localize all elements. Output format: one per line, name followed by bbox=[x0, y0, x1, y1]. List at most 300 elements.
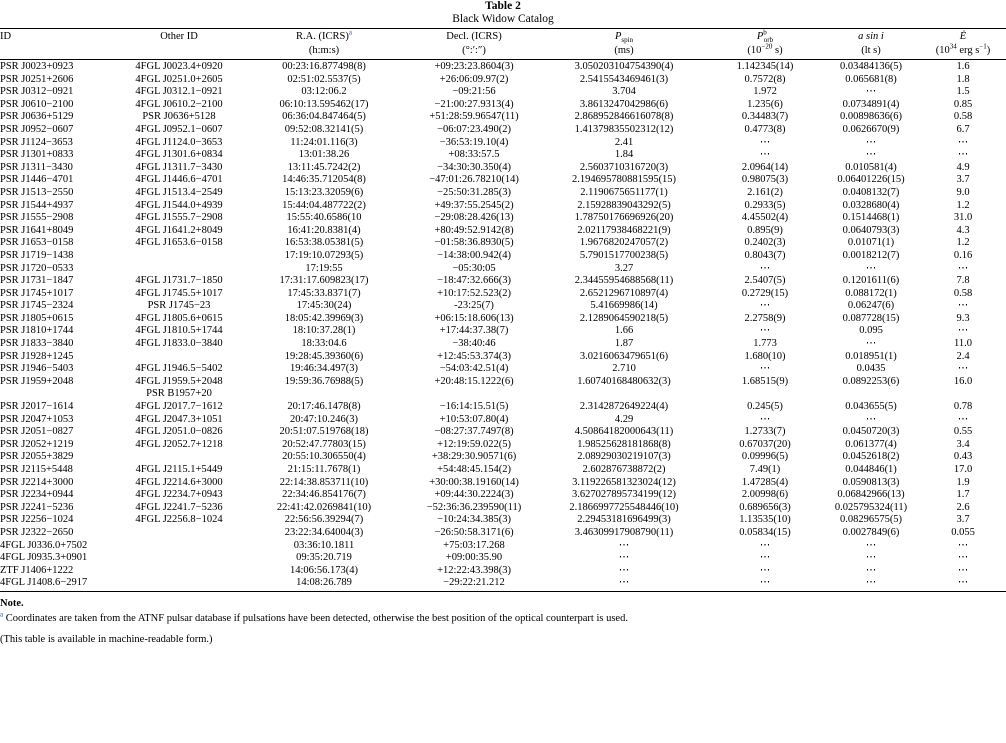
table-row bbox=[0, 477, 1006, 490]
cell-porb: 0.4773(8) bbox=[744, 123, 786, 135]
cell-asini: 0.01071(1) bbox=[847, 237, 895, 249]
cell-edot: 1.2 bbox=[956, 237, 970, 249]
cell-porb: ⋯ bbox=[759, 564, 771, 576]
cell-other-id bbox=[118, 577, 240, 591]
cell-edot: 11.0 bbox=[954, 338, 972, 350]
cell-other-id bbox=[118, 527, 240, 540]
cell-other-id: 4FGL J2214.6+3000 bbox=[135, 476, 223, 488]
cell-pspin: 2.5603710316720(3) bbox=[579, 161, 669, 173]
cell-porb: 2.5407(5) bbox=[744, 275, 786, 287]
cell-porb: ⋯ bbox=[759, 413, 771, 425]
col-unit-pspin: (ms) bbox=[540, 44, 708, 60]
cell-pspin: 1.66 bbox=[614, 325, 634, 337]
cell-other-id: 4FGL J1641.2+8049 bbox=[135, 224, 223, 236]
cell-decl: −34:30:30.350(4) bbox=[437, 161, 511, 173]
table-row bbox=[0, 162, 1006, 175]
cell-edot: 2.6 bbox=[956, 501, 970, 513]
table-row bbox=[0, 225, 1006, 238]
cell-porb: 0.34483(7) bbox=[741, 111, 789, 123]
cell-edot: ⋯ bbox=[957, 136, 969, 148]
cell-decl: +38:29:30.90571(6) bbox=[431, 451, 517, 463]
cell-asini: ⋯ bbox=[822, 577, 920, 591]
cell-edot: 17.0 bbox=[953, 464, 973, 475]
black-widow-table bbox=[0, 28, 1006, 592]
table-row bbox=[0, 489, 1006, 502]
cell-decl: +09:00:35.90 bbox=[445, 552, 503, 564]
cell-decl: −10:24:34.385(3) bbox=[437, 514, 511, 526]
table-row bbox=[0, 263, 1006, 276]
cell-ra: 14:06:56.173(4) bbox=[290, 564, 358, 576]
cell-pspin: ⋯ bbox=[618, 552, 630, 564]
cell-id: PSR J1544+4937 bbox=[0, 199, 74, 211]
col-header-pspin: $P_{spin}$ bbox=[540, 29, 708, 45]
table-row bbox=[0, 111, 1006, 124]
cell-id: PSR J2322−2650 bbox=[0, 526, 74, 538]
cell-decl: +12:19:59.022(5) bbox=[437, 438, 511, 450]
cell-asini: ⋯ bbox=[865, 539, 877, 551]
cell-porb: 1.13535(10) bbox=[739, 514, 791, 526]
table-row bbox=[0, 540, 1006, 553]
table-row bbox=[0, 187, 1006, 200]
cell-edot: 0.16 bbox=[953, 249, 973, 261]
cell-porb: 4.45502(4) bbox=[741, 212, 789, 224]
cell-id: PSR J1946−5403 bbox=[0, 363, 74, 375]
footnote-a bbox=[0, 612, 1006, 625]
col-header-ra: R.A. (ICRS)$^a$ bbox=[240, 29, 408, 45]
table-row bbox=[0, 464, 1006, 477]
table-row bbox=[0, 99, 1006, 112]
cell-porb: 0.895(9) bbox=[747, 224, 783, 236]
cell-asini: ⋯ bbox=[865, 413, 877, 425]
table-number: Table 2 bbox=[485, 0, 521, 12]
cell-edot: 0.55 bbox=[953, 426, 973, 438]
cell-ra: 15:13:23.32059(6) bbox=[284, 186, 364, 198]
cell-porb: 0.2729(15) bbox=[741, 287, 789, 299]
cell-pspin: 3.8613247042986(6) bbox=[579, 98, 669, 110]
header-row-names bbox=[0, 29, 1006, 45]
cell-other-id: 4FGL J1311.7−3430 bbox=[135, 161, 223, 173]
cell-porb: 0.67037(20) bbox=[739, 438, 791, 450]
table-row bbox=[0, 124, 1006, 137]
cell-porb: 0.98075(3) bbox=[741, 174, 789, 186]
cell-id: PSR J0312−0921 bbox=[0, 86, 74, 98]
cell-decl: −29:08:28.426(13) bbox=[434, 212, 514, 224]
cell-other-id bbox=[118, 351, 240, 364]
cell-porb: 1.2733(7) bbox=[744, 426, 786, 438]
cell-other-id: 4FGL J1555.7−2908 bbox=[135, 212, 223, 224]
table-row bbox=[0, 74, 1006, 87]
cell-decl: −21:00:27.9313(4) bbox=[434, 98, 514, 110]
table-body bbox=[0, 60, 1006, 592]
cell-porb: 0.2402(3) bbox=[744, 237, 786, 249]
cell-other-id: PSR B1957+20 bbox=[146, 388, 212, 400]
cell-other-id bbox=[118, 540, 240, 553]
cell-other-id: 4FGL J1959.5+2048 bbox=[135, 375, 223, 387]
cell-asini: 0.025795324(11) bbox=[834, 501, 908, 513]
cell-decl: −54:03:42.51(4) bbox=[439, 363, 509, 375]
cell-decl: −25:50:31.285(3) bbox=[437, 186, 511, 198]
cell-other-id: 4FGL J0251.0+2605 bbox=[135, 73, 223, 85]
cell-pspin: 4.50864182000643(11) bbox=[574, 426, 674, 438]
cell-edot: 0.78 bbox=[953, 401, 973, 413]
cell-asini: 0.0027849(6) bbox=[842, 526, 900, 538]
col-unit-porb: ($10^{-20}$ s) bbox=[708, 44, 822, 60]
cell-ra: 17:19:10.07293(5) bbox=[284, 249, 364, 261]
cell-id: PSR J2017−1614 bbox=[0, 401, 74, 413]
cell-decl: +12:22:43.398(3) bbox=[437, 564, 511, 576]
cell-decl: +09:44:30.2224(3) bbox=[434, 489, 514, 501]
col-header-other-id: Other ID bbox=[118, 29, 240, 45]
cell-id: PSR J2051−0827 bbox=[0, 426, 74, 438]
cell-decl: +80:49:52.9142(8) bbox=[434, 224, 514, 236]
cell-pspin: 1.9676820247057(2) bbox=[579, 237, 669, 249]
cell-decl: −06:07:23.490(2) bbox=[437, 123, 511, 135]
col-header-porb: $P^b_{orb}$ bbox=[708, 29, 822, 45]
cell-other-id: 4FGL J2234.7+0943 bbox=[135, 489, 223, 501]
cell-pspin: 2.1190675651177(1) bbox=[580, 186, 668, 198]
cell-other-id: 4FGL J1731.7−1850 bbox=[135, 275, 223, 287]
cell-pspin: 2.02117938468221(9) bbox=[577, 224, 671, 236]
table-row bbox=[0, 325, 1006, 338]
cell-decl: +17:44:37.38(7) bbox=[439, 325, 509, 337]
table-row bbox=[0, 414, 1006, 427]
cell-porb: 1.68515(9) bbox=[741, 375, 789, 387]
cell-asini: 0.00898636(6) bbox=[839, 111, 903, 123]
cell-id: PSR J0251+2606 bbox=[0, 73, 74, 85]
cell-id: PSR J2052+1219 bbox=[0, 438, 74, 450]
cell-pspin: 3.627027895734199(12) bbox=[571, 489, 677, 501]
cell-edot: 1.8 bbox=[956, 73, 970, 85]
cell-id: PSR J1959+2048 bbox=[0, 375, 74, 387]
cell-edot: ⋯ bbox=[920, 577, 1006, 591]
cell-id bbox=[0, 388, 118, 401]
cell-asini: 0.0018212(7) bbox=[842, 249, 900, 261]
cell-edot: 31.0 bbox=[953, 212, 973, 224]
table-row bbox=[0, 300, 1006, 313]
cell-porb: ⋯ bbox=[759, 300, 771, 312]
cell-porb: ⋯ bbox=[759, 325, 771, 337]
cell-edot: ⋯ bbox=[957, 262, 969, 274]
cell-ra: 18:05:42.39969(3) bbox=[284, 312, 364, 324]
cell-pspin: 3.0216063479651(6) bbox=[579, 350, 669, 362]
cell-porb: 1.47285(4) bbox=[741, 476, 789, 488]
cell-decl: −14:38:00.942(4) bbox=[437, 249, 511, 261]
cell-porb: ⋯ bbox=[759, 552, 771, 564]
cell-pspin: 2.3142872649224(4) bbox=[579, 401, 669, 413]
cell-porb: ⋯ bbox=[759, 136, 771, 148]
cell-id: 4FGL J0935.3+0901 bbox=[0, 552, 88, 564]
cell-other-id: 4FGL J2115.1+5449 bbox=[135, 464, 223, 475]
cell-edot: ⋯ bbox=[957, 413, 969, 425]
cell-edot: 1.9 bbox=[956, 476, 970, 488]
cell-ra: 03:12:06.2 bbox=[301, 86, 347, 98]
cell-asini: 0.0734891(4) bbox=[842, 98, 900, 110]
cell-ra: 17:19:55 bbox=[305, 262, 343, 274]
cell-edot: 3.7 bbox=[956, 174, 970, 186]
cell-asini: 0.1514468(1) bbox=[842, 212, 900, 224]
cell-asini: 0.0452618(2) bbox=[842, 451, 900, 463]
cell-asini: 0.065681(8) bbox=[845, 73, 897, 85]
cell-asini: 0.018951(1) bbox=[845, 350, 897, 362]
cell-edot: ⋯ bbox=[957, 300, 969, 312]
cell-asini: ⋯ bbox=[865, 149, 877, 161]
cell-pspin: 1.84 bbox=[614, 149, 634, 161]
cell-porb: 0.245(5) bbox=[747, 401, 783, 413]
cell-porb: ⋯ bbox=[759, 149, 771, 161]
cell-id: PSR J2047+1053 bbox=[0, 413, 74, 425]
cell-pspin: 5.41669986(14) bbox=[590, 300, 658, 312]
cell-pspin: 2.15928839043292(5) bbox=[577, 199, 671, 211]
cell-asini: ⋯ bbox=[865, 86, 877, 98]
cell-id: PSR J1745+1017 bbox=[0, 287, 74, 299]
cell-ra: 16:53:38.05381(5) bbox=[284, 237, 364, 249]
table-row bbox=[0, 86, 1006, 99]
cell-pspin: 3.704 bbox=[612, 86, 636, 98]
cell-decl: +06:15:18.606(13) bbox=[434, 312, 514, 324]
cell-asini: ⋯ bbox=[865, 338, 877, 350]
machine-readable-note: (This table is available in machine-readable form.) bbox=[0, 633, 213, 645]
cell-edot: 3.7 bbox=[956, 514, 970, 526]
cell-pspin: 3.27 bbox=[614, 262, 634, 274]
cell-ra: 14:08:26.789 bbox=[240, 577, 408, 591]
table-row bbox=[0, 552, 1006, 565]
table-row bbox=[0, 237, 1006, 250]
cell-id: PSR J2214+3000 bbox=[0, 476, 74, 488]
cell-decl: −29:22:21.212 bbox=[408, 577, 540, 591]
cell-other-id: 4FGL J0023.4+0920 bbox=[135, 61, 223, 72]
cell-other-id: 4FGL J0952.1−0607 bbox=[135, 123, 223, 135]
cell-porb: 0.09996(5) bbox=[741, 451, 789, 463]
cell-asini: 0.08296575(5) bbox=[839, 514, 903, 526]
cell-decl: −38:40:46 bbox=[452, 338, 496, 350]
cell-porb: 1.972 bbox=[753, 86, 777, 98]
cell-pspin: 2.6521296710897(4) bbox=[579, 287, 669, 299]
cell-porb bbox=[708, 388, 822, 401]
cell-ra: 20:51:07.519768(18) bbox=[279, 426, 369, 438]
cell-ra: 13:11:45.7242(2) bbox=[287, 161, 361, 173]
footnote-a-marker: a bbox=[0, 610, 4, 619]
cell-edot: 0.58 bbox=[953, 287, 973, 299]
col-unit-decl: (°:′:″) bbox=[408, 44, 540, 60]
cell-id: 4FGL J0336.0+7502 bbox=[0, 539, 88, 551]
cell-decl: −08:27:37.7497(8) bbox=[434, 426, 514, 438]
cell-asini: 0.061377(4) bbox=[845, 438, 897, 450]
cell-other-id: 4FGL J0312.1−0921 bbox=[135, 86, 223, 98]
cell-id: PSR J2115+5448 bbox=[0, 464, 73, 475]
table-row bbox=[0, 439, 1006, 452]
cell-ra: 22:14:38.853711(10) bbox=[279, 476, 369, 488]
cell-id: PSR J1720−0533 bbox=[0, 262, 74, 274]
table-row bbox=[0, 502, 1006, 515]
cell-pspin: 2.41 bbox=[614, 136, 634, 148]
cell-pspin: 1.98525628181868(8) bbox=[577, 438, 671, 450]
cell-other-id: 4FGL J1544.0+4939 bbox=[135, 199, 223, 211]
cell-id: PSR J0023+0923 bbox=[0, 61, 74, 72]
cell-id: PSR J1513−2550 bbox=[0, 186, 74, 198]
cell-decl: +08:33:57.5 bbox=[448, 149, 500, 161]
cell-decl: +12:45:53.374(3) bbox=[437, 350, 511, 362]
table-row bbox=[0, 577, 1006, 591]
cell-decl: +26:06:09.97(2) bbox=[439, 73, 509, 85]
cell-asini: 0.0640793(3) bbox=[842, 224, 900, 236]
col-header-decl: Decl. (ICRS) bbox=[408, 29, 540, 45]
cell-ra: 19:59:36.76988(5) bbox=[284, 375, 364, 387]
cell-decl: +10:17:52.523(2) bbox=[437, 287, 511, 299]
table-row bbox=[0, 149, 1006, 162]
cell-asini: 0.06247(6) bbox=[847, 300, 895, 312]
cell-decl: −47:01:26.78210(14) bbox=[429, 174, 519, 186]
cell-asini: 0.044846(1) bbox=[845, 464, 897, 475]
cell-porb: 0.7572(8) bbox=[744, 73, 786, 85]
cell-other-id bbox=[118, 451, 240, 464]
cell-edot: 1.5 bbox=[956, 86, 970, 98]
cell-id: PSR J1653−0158 bbox=[0, 237, 74, 249]
cell-edot: 9.3 bbox=[956, 312, 970, 324]
cell-other-id: 4FGL J0610.2−2100 bbox=[135, 98, 223, 110]
cell-other-id: 4FGL J1513.4−2549 bbox=[135, 186, 223, 198]
cell-porb: 2.0964(14) bbox=[741, 161, 789, 173]
cell-ra: 00:23:16.877498(8) bbox=[282, 61, 366, 72]
cell-ra: 17:45:33.8371(7) bbox=[287, 287, 361, 299]
footnote-a-text: Coordinates are taken from the ATNF pulsar database if pulsations have been detected, otherwise the best position of the optical counterpart is used. bbox=[3, 612, 628, 624]
cell-pspin: 2.1866997725548446(10) bbox=[569, 501, 679, 513]
cell-ra: 19:28:45.39360(6) bbox=[284, 350, 364, 362]
cell-other-id: PSR J1745−23 bbox=[147, 300, 211, 312]
cell-asini: 0.0328680(4) bbox=[842, 199, 900, 211]
cell-asini: 0.087728(15) bbox=[842, 312, 900, 324]
cell-asini: 0.0590813(3) bbox=[842, 476, 900, 488]
cell-edot: ⋯ bbox=[957, 325, 969, 337]
cell-asini: ⋯ bbox=[865, 262, 877, 274]
cell-porb: ⋯ bbox=[759, 539, 771, 551]
cell-pspin: 1.87 bbox=[614, 338, 634, 350]
cell-decl: −18:47:32.666(3) bbox=[437, 275, 511, 287]
cell-edot: ⋯ bbox=[957, 149, 969, 161]
cell-pspin: 2.194695780881595(15) bbox=[571, 174, 677, 186]
cell-other-id: 4FGL J2241.7−5236 bbox=[135, 501, 223, 513]
cell-edot: 0.58 bbox=[953, 111, 973, 123]
cell-pspin: 2.34455954688568(11) bbox=[574, 275, 674, 287]
cell-ra: 23:22:34.64004(3) bbox=[284, 526, 364, 538]
cell-asini: ⋯ bbox=[865, 136, 877, 148]
cell-id: PSR J1810+1744 bbox=[0, 325, 74, 337]
cell-other-id: 4FGL J1946.5−5402 bbox=[135, 363, 223, 375]
cell-porb: 7.49(1) bbox=[749, 464, 781, 475]
table-row bbox=[0, 275, 1006, 288]
cell-id: PSR J1805+0615 bbox=[0, 312, 74, 324]
cell-id: PSR J1555−2908 bbox=[0, 212, 74, 224]
table-row bbox=[0, 401, 1006, 414]
cell-asini: 0.0892253(6) bbox=[842, 375, 900, 387]
col-unit-id bbox=[0, 44, 118, 60]
cell-pspin: ⋯ bbox=[618, 539, 630, 551]
cell-porb: 2.161(2) bbox=[747, 186, 783, 198]
cell-decl: −52:36:36.239590(11) bbox=[426, 501, 522, 513]
header-row-units bbox=[0, 44, 1006, 60]
cell-edot: 2.4 bbox=[956, 350, 970, 362]
table-row bbox=[0, 200, 1006, 213]
cell-ra: 20:55:10.306550(4) bbox=[282, 451, 366, 463]
table-row bbox=[0, 137, 1006, 150]
cell-ra: 06:10:13.595462(17) bbox=[279, 98, 369, 110]
table-row bbox=[0, 174, 1006, 187]
cell-porb: 1.680(10) bbox=[744, 350, 786, 362]
cell-decl: +30:00:38.19160(14) bbox=[429, 476, 519, 488]
cell-edot: 1.6 bbox=[956, 61, 970, 72]
cell-other-id: 4FGL J2017.7−1612 bbox=[135, 401, 223, 413]
cell-porb: ⋯ bbox=[708, 577, 822, 591]
cell-edot: ⋯ bbox=[957, 363, 969, 375]
cell-porb: 0.8043(7) bbox=[744, 249, 786, 261]
cell-asini: 0.06842966(13) bbox=[837, 489, 905, 501]
cell-other-id: 4FGL J1810.5+1744 bbox=[135, 325, 223, 337]
cell-asini: 0.03484136(5) bbox=[839, 61, 903, 72]
cell-other-id: PSR J0636+5128 bbox=[142, 111, 216, 123]
cell-ra: 15:55:40.6586(10 bbox=[286, 212, 362, 224]
cell-ra: 20:47:10.246(3) bbox=[290, 413, 358, 425]
cell-ra: 22:41:42.0269841(10) bbox=[276, 501, 372, 513]
cell-ra: 17:45:30(24) bbox=[296, 300, 352, 312]
cell-pspin: ⋯ bbox=[618, 564, 630, 576]
cell-other-id: 4FGL J2052.7+1218 bbox=[135, 438, 223, 450]
cell-asini: 0.0626670(9) bbox=[842, 123, 900, 135]
cell-id: PSR J1301+0833 bbox=[0, 149, 74, 161]
cell-id: PSR J1446−4701 bbox=[0, 174, 74, 186]
cell-edot bbox=[920, 388, 1006, 401]
cell-ra: 18:33:04.6 bbox=[301, 338, 347, 350]
cell-asini: 0.0408132(7) bbox=[842, 186, 900, 198]
table-row bbox=[0, 514, 1006, 527]
cell-id: PSR J1745−2324 bbox=[0, 300, 74, 312]
cell-decl: −36:53:19.10(4) bbox=[439, 136, 509, 148]
col-unit-edot: ($10^{34}$ erg $s^{-1}$) bbox=[920, 44, 1006, 60]
cell-porb: 0.2933(5) bbox=[744, 199, 786, 211]
cell-pspin: 5.7901517700238(5) bbox=[579, 249, 669, 261]
cell-ra: 20:52:47.77803(15) bbox=[282, 438, 366, 450]
cell-pspin: 3.46309917908790(11) bbox=[574, 526, 674, 538]
cell-edot: 0.055 bbox=[951, 526, 975, 538]
cell-porb: ⋯ bbox=[759, 363, 771, 375]
cell-ra: 14:46:35.712054(8) bbox=[282, 174, 366, 186]
cell-asini: 0.0435 bbox=[856, 363, 886, 375]
cell-other-id: 4FGL J1653.6−0158 bbox=[135, 237, 223, 249]
cell-other-id: 4FGL J1124.0−3653 bbox=[135, 136, 223, 148]
cell-id: PSR J0610−2100 bbox=[0, 98, 74, 110]
cell-edot: 9.0 bbox=[956, 186, 970, 198]
table-row bbox=[0, 363, 1006, 376]
footnote-marker-a[interactable]: a bbox=[348, 28, 352, 37]
cell-id: PSR J1928+1245 bbox=[0, 350, 74, 362]
table-row bbox=[0, 451, 1006, 464]
cell-ra: 15:44:04.487722(2) bbox=[282, 199, 366, 211]
cell-decl: −09:21:56 bbox=[452, 86, 496, 98]
cell-other-id bbox=[118, 565, 240, 578]
cell-asini: 0.06401226(15) bbox=[837, 174, 905, 186]
cell-pspin: 2.710 bbox=[612, 363, 636, 375]
cell-decl: +49:37:55.2545(2) bbox=[434, 199, 514, 211]
cell-other-id: 4FGL J1745.5+1017 bbox=[135, 287, 223, 299]
cell-decl: +54:48:45.154(2) bbox=[437, 464, 511, 475]
col-header-edot: Ė bbox=[920, 29, 1006, 45]
cell-ra: 16:41:20.8381(4) bbox=[287, 224, 361, 236]
table-title: Black Widow Catalog bbox=[452, 13, 554, 25]
cell-ra: 18:10:37.28(1) bbox=[292, 325, 356, 337]
cell-other-id bbox=[118, 552, 240, 565]
cell-edot: 1.7 bbox=[956, 489, 970, 501]
cell-porb: 1.142345(14) bbox=[736, 61, 794, 72]
col-unit-asini: (lt s) bbox=[822, 44, 920, 60]
cell-asini bbox=[822, 388, 920, 401]
